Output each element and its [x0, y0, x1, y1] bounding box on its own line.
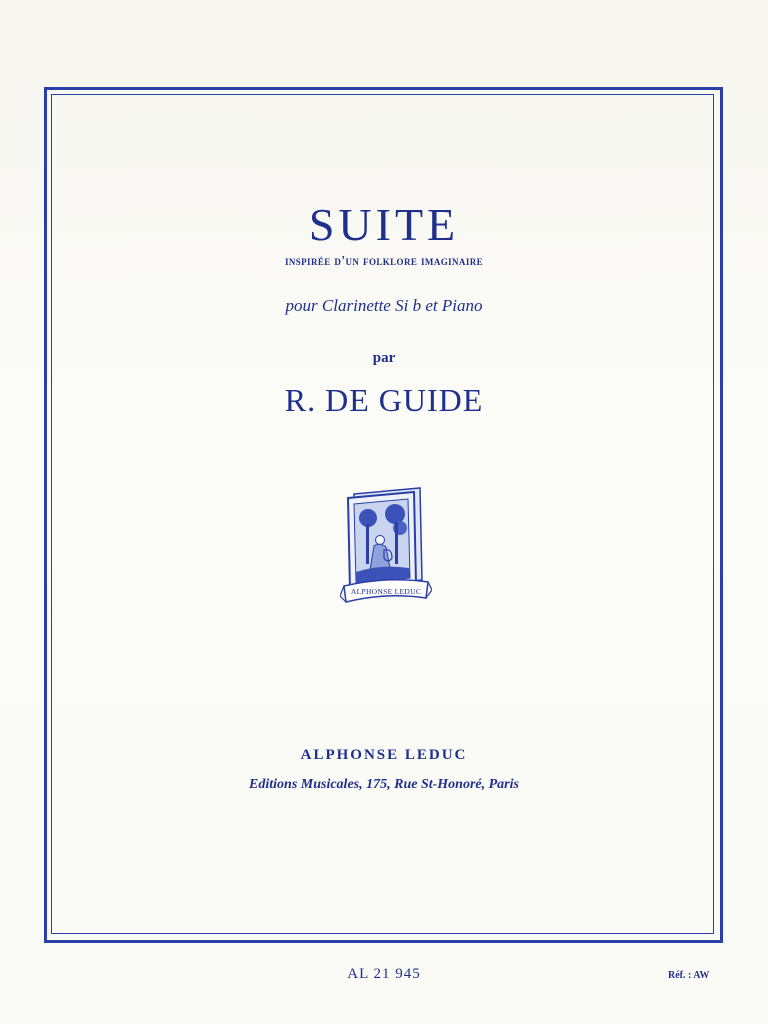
work-subtitle: inspirée d'un folklore imaginaire [284, 253, 484, 268]
work-title: SUITE [308, 199, 460, 250]
catalog-number: AL 21 945 [347, 966, 421, 982]
publisher-name: ALPHONSE LEDUC [300, 747, 468, 763]
by-label: par [372, 350, 396, 366]
publisher-emblem-book-icon [340, 484, 432, 610]
instrumentation: pour Clarinette Si b et Piano [285, 296, 483, 315]
logo-banner-text: ALPHONSE LEDUC [350, 587, 422, 596]
composer-name: R. DE GUIDE [284, 382, 484, 418]
publisher-address: Editions Musicales, 175, Rue St-Honoré, Paris [249, 777, 519, 792]
reference-code: Réf. : AW [668, 970, 710, 981]
